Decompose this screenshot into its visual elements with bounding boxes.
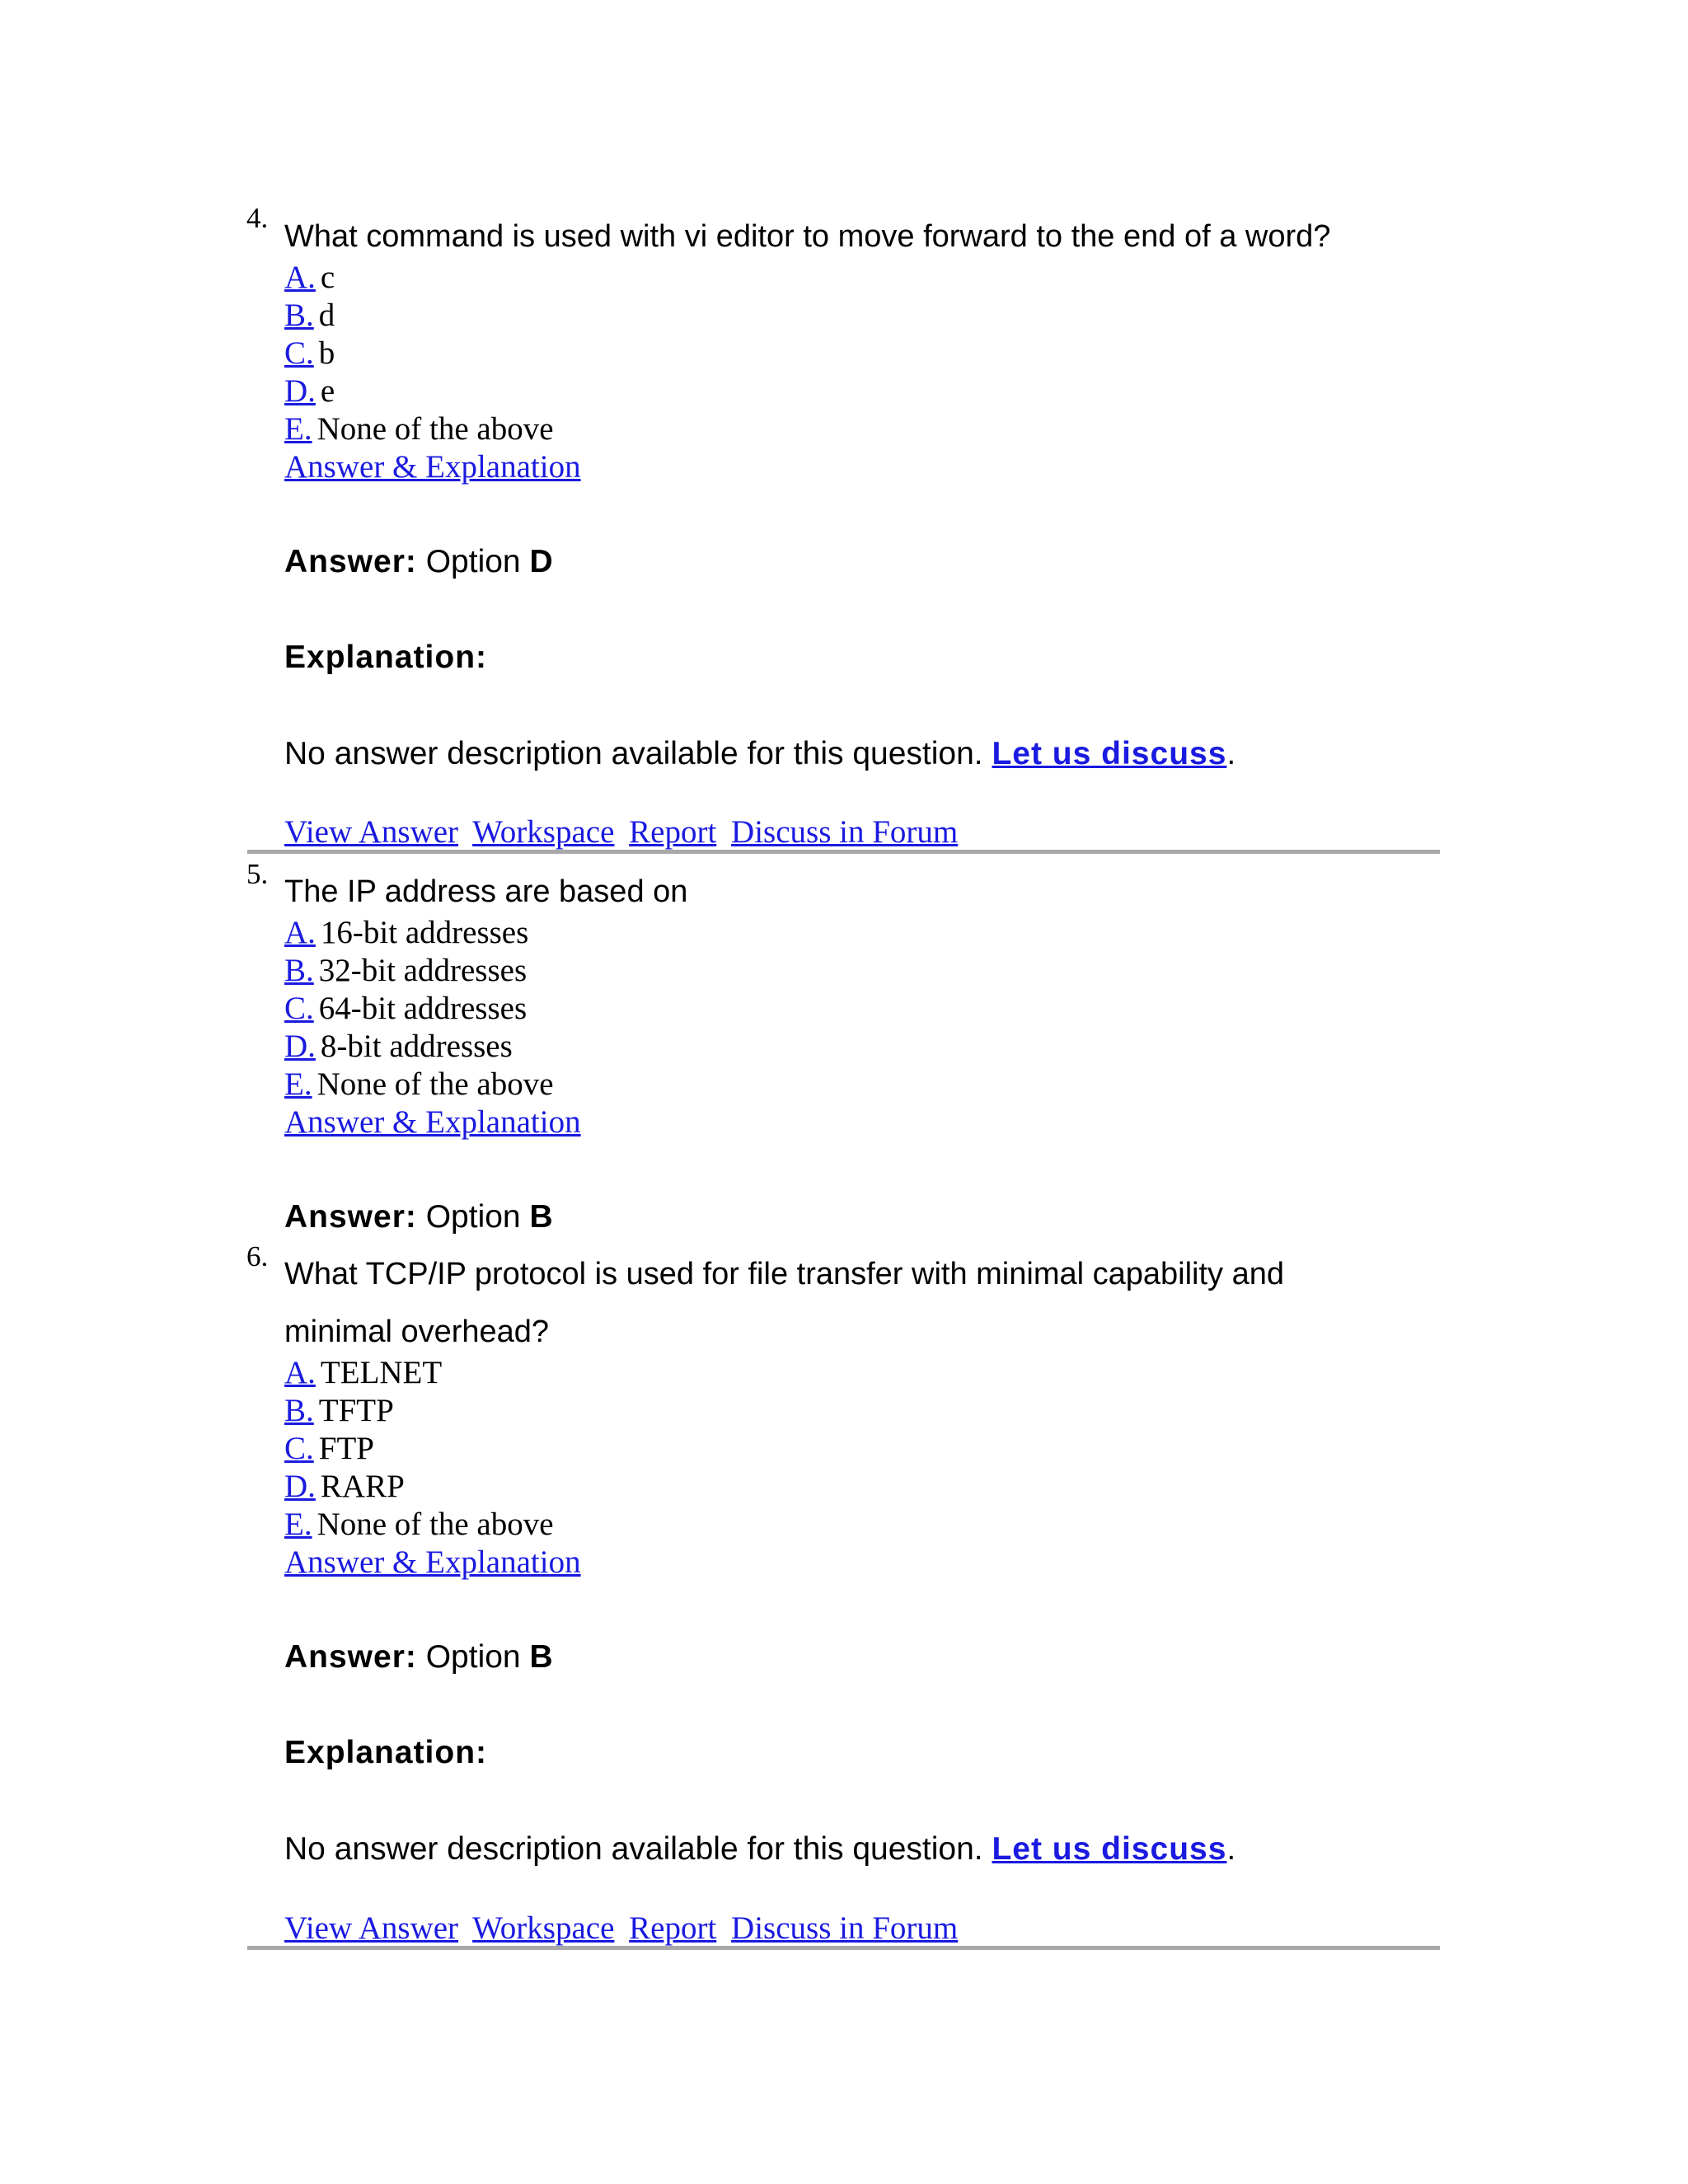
option-b [284, 954, 527, 987]
answer-letter: B [529, 1639, 553, 1675]
option-d [284, 1470, 405, 1502]
answer-line [284, 1641, 553, 1673]
explanation-body: No answer description available for this question. [284, 1831, 983, 1867]
divider [247, 850, 1440, 854]
option-d-link[interactable]: D. [284, 1469, 316, 1504]
option-a-text: c [320, 260, 335, 295]
option-d-link[interactable]: D. [284, 373, 316, 409]
discuss-in-forum-link[interactable]: Discuss in Forum [731, 814, 959, 850]
option-b-text: d [318, 298, 335, 333]
report-link[interactable]: Report [629, 1910, 717, 1946]
question-number: 6. [246, 1240, 269, 1272]
question-number: 5. [246, 858, 269, 890]
answer-option-word: Option [425, 1199, 521, 1235]
question-footer-links [284, 816, 964, 848]
divider [247, 1946, 1440, 1950]
option-b-text: 32-bit addresses [318, 953, 528, 988]
option-e-link[interactable]: E. [284, 1066, 312, 1102]
question-text-line-2: minimal overhead? [284, 1315, 550, 1349]
option-d-text: RARP [320, 1469, 405, 1504]
option-c-text: 64-bit addresses [318, 991, 528, 1026]
option-c-link[interactable]: C. [284, 1431, 314, 1466]
answer-letter: B [529, 1199, 553, 1235]
discuss-in-forum-link[interactable]: Discuss in Forum [731, 1910, 959, 1946]
option-b-link[interactable]: B. [284, 298, 314, 333]
report-link[interactable]: Report [629, 814, 717, 850]
answer-line [284, 1201, 553, 1233]
view-answer-link[interactable]: View Answer [284, 1910, 459, 1946]
question-text: The IP address are based on [284, 874, 688, 909]
question-text: What command is used with vi editor to move forward to the end of a word? [284, 219, 1331, 254]
option-d-text: e [320, 373, 335, 409]
option-a-link[interactable]: A. [284, 260, 316, 295]
option-e-text: None of the above [316, 411, 554, 447]
option-c-text: FTP [318, 1431, 374, 1466]
option-d-link[interactable]: D. [284, 1029, 316, 1064]
discuss-period: . [1226, 736, 1236, 771]
answer-label: Answer: [284, 1199, 417, 1235]
answer-label: Answer: [284, 544, 417, 579]
explanation-heading: Explanation: [284, 1735, 488, 1770]
option-d [284, 1030, 513, 1062]
option-e-text: None of the above [316, 1507, 554, 1542]
answer-letter: D [529, 544, 553, 579]
option-b [284, 299, 335, 331]
option-d [284, 375, 335, 407]
workspace-link[interactable]: Workspace [472, 814, 615, 850]
option-e [284, 1068, 554, 1100]
option-e-link[interactable]: E. [284, 411, 312, 447]
option-a [284, 916, 528, 949]
option-e-link[interactable]: E. [284, 1507, 312, 1542]
explanation-text [284, 738, 1236, 770]
option-a-text: TELNET [320, 1355, 443, 1390]
answer-label: Answer: [284, 1639, 417, 1675]
answer-option-word: Option [425, 1639, 521, 1675]
option-e-text: None of the above [316, 1066, 554, 1102]
option-d-text: 8-bit addresses [320, 1029, 513, 1064]
question-footer-links [284, 1912, 964, 1944]
view-answer-link[interactable]: View Answer [284, 814, 459, 850]
option-a [284, 261, 335, 293]
option-a-text: 16-bit addresses [320, 915, 529, 950]
answer-explanation-link[interactable]: Answer & Explanation [284, 1544, 581, 1580]
explanation-body: No answer description available for this question. [284, 736, 983, 771]
question-text-line-1: What TCP/IP protocol is used for file transfer with minimal capability and [284, 1257, 1284, 1291]
option-b-link[interactable]: B. [284, 953, 314, 988]
option-c [284, 992, 527, 1024]
let-us-discuss-link[interactable]: Let us discuss [992, 1831, 1227, 1867]
option-c-text: b [318, 335, 335, 371]
let-us-discuss-link[interactable]: Let us discuss [992, 736, 1227, 771]
option-c-link[interactable]: C. [284, 991, 314, 1026]
answer-explanation-link[interactable]: Answer & Explanation [284, 449, 581, 485]
discuss-period: . [1226, 1831, 1236, 1867]
option-e [284, 413, 554, 445]
option-c [284, 337, 335, 369]
option-c [284, 1432, 374, 1465]
option-b-link[interactable]: B. [284, 1393, 314, 1428]
option-e [284, 1508, 554, 1540]
answer-explanation-link[interactable]: Answer & Explanation [284, 1104, 581, 1140]
option-a [284, 1357, 442, 1389]
question-number: 4. [246, 202, 269, 234]
option-a-link[interactable]: A. [284, 915, 316, 950]
workspace-link[interactable]: Workspace [472, 1910, 615, 1946]
explanation-heading: Explanation: [284, 640, 488, 675]
option-b [284, 1394, 394, 1427]
answer-option-word: Option [425, 544, 521, 579]
option-c-link[interactable]: C. [284, 335, 314, 371]
option-a-link[interactable]: A. [284, 1355, 316, 1390]
answer-line [284, 546, 553, 578]
option-b-text: TFTP [318, 1393, 394, 1428]
explanation-text [284, 1833, 1236, 1865]
